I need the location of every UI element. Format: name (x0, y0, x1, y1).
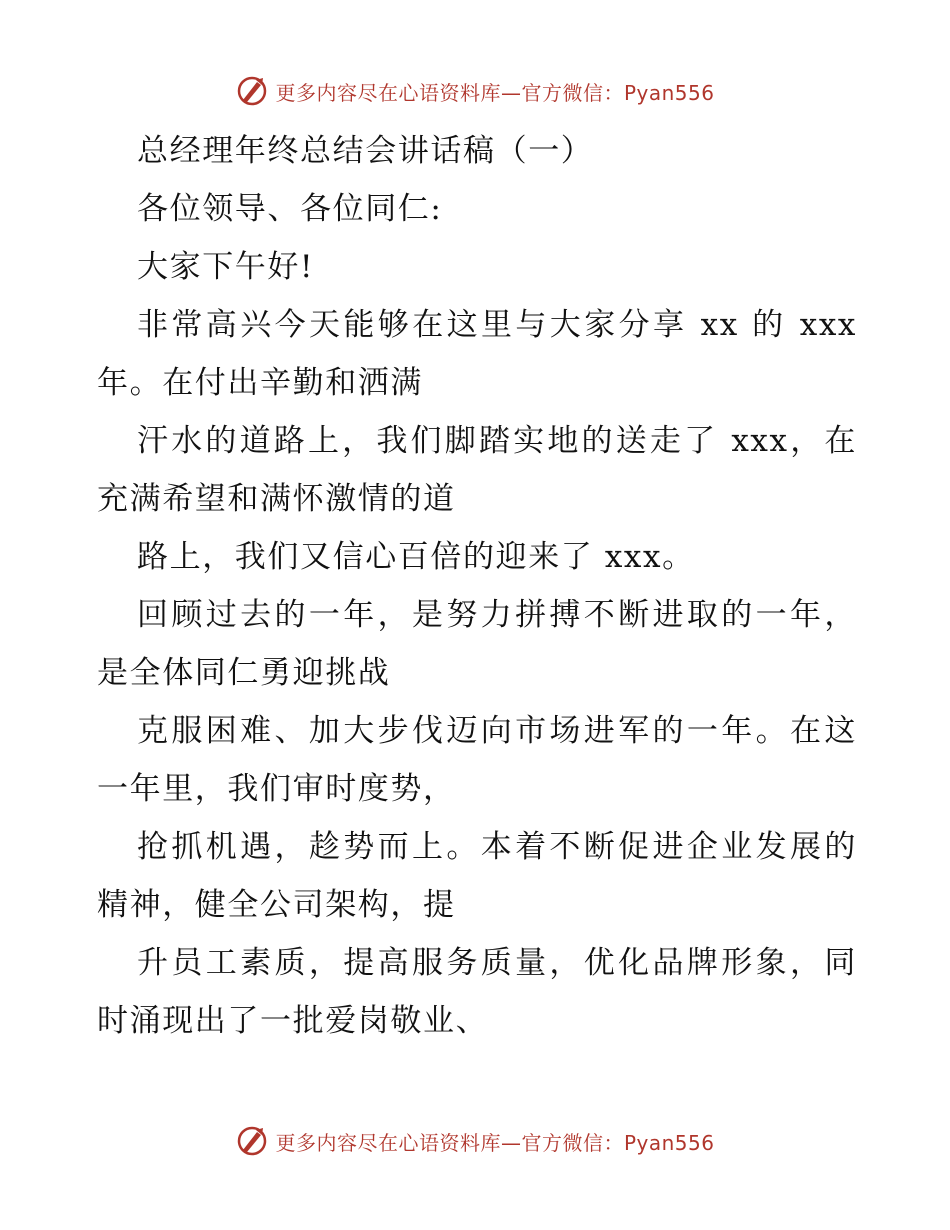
pen-circle-logo-icon (235, 1124, 269, 1158)
document-body (97, 122, 857, 1050)
footer-watermark (0, 1121, 950, 1161)
document-title: 总经理年终总结会讲话稿（一） (137, 133, 594, 169)
text-line: 一年里，我们审时度势， (97, 771, 456, 807)
text-line: 精神，健全公司架构，提 (97, 887, 456, 923)
text-line: 年。在付出辛勤和洒满 (97, 365, 423, 401)
watermark-text: 更多内容尽在心语资料库—官方微信：Pyan556 (275, 80, 715, 105)
text-line: 时涌现出了一批爱岗敬业、 (97, 1003, 489, 1039)
text-line: 充满希望和满怀激情的道 (97, 481, 456, 517)
text-line: 大家下午好! (137, 249, 315, 285)
text-line: 非常高兴今天能够在这里与大家分享 xx 的 xxx (137, 307, 857, 343)
text-line: 抢抓机遇，趁势而上。本着不断促进企业发展的 (137, 829, 857, 865)
text-line: 升员工素质，提高服务质量，优化品牌形象，同 (137, 945, 857, 981)
text-line: 各位领导、各位同仁: (137, 191, 443, 227)
text-line: 克服困难、加大步伐迈向市场进军的一年。在这 (137, 713, 857, 749)
text-line: 回顾过去的一年，是努力拼搏不断进取的一年， (137, 597, 857, 633)
watermark-text: 更多内容尽在心语资料库—官方微信：Pyan556 (275, 1130, 715, 1155)
text-line: 是全体同仁勇迎挑战 (97, 655, 391, 691)
text-line: 汗水的道路上，我们脚踏实地的送走了 xxx，在 (137, 423, 857, 459)
header-watermark (0, 71, 950, 111)
text-line: 路上，我们又信心百倍的迎来了 xxx。 (137, 539, 695, 575)
pen-circle-logo-icon (235, 74, 269, 108)
